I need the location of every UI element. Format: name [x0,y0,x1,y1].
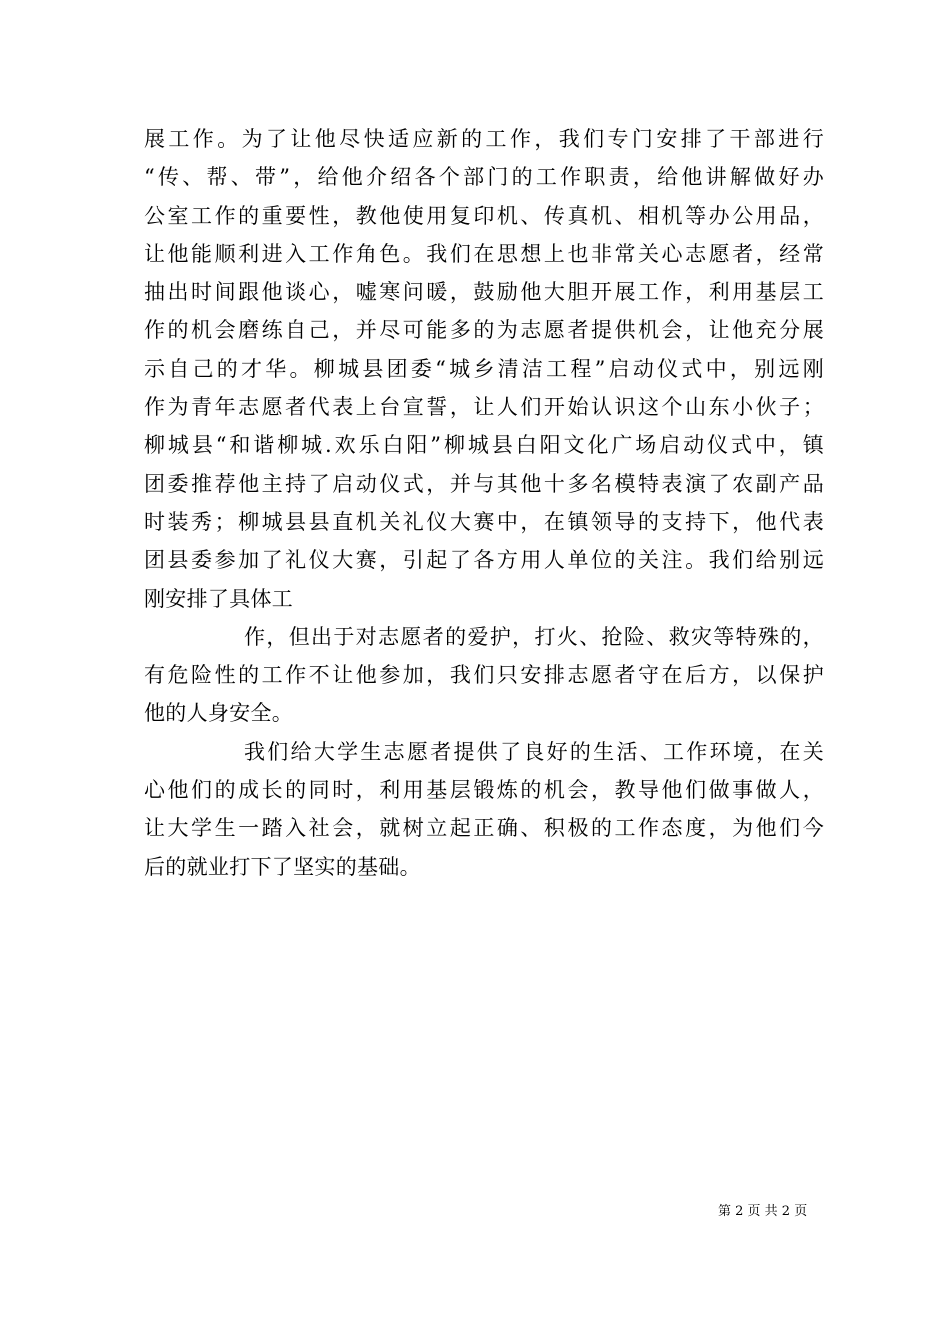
text-line: 让他能顺利进入工作角色。我们在思想上也非常关心志愿者，经常 [144,241,824,266]
text-line: 展工作。为了让他尽快适应新的工作，我们专门安排了干部进行 [144,127,824,151]
text-line: 作为青年志愿者代表上台宣誓，让人们开始认识这个山东小伙子； [144,395,824,420]
text-line: 让大学生一踏入社会，就树立起正确、积极的工作态度，为他们今 [144,816,824,841]
text-line: 心他们的成长的同时，利用基层锻炼的机会，教导他们做事做人， [144,778,824,803]
text-line: 团县委参加了礼仪大赛，引起了各方用人单位的关注。我们给别远 [144,548,824,573]
text-line: 公室工作的重要性，教他使用复印机、传真机、相机等办公用品， [144,203,824,228]
text-line: 作的机会磨练自己，并尽可能多的为志愿者提供机会，让他充分展 [144,318,824,343]
page-number: 第 2 页 共 2 页 [718,1204,808,1219]
text-line: 作，但出于对志愿者的爱护，打火、抢险、救灾等特殊的， [244,624,824,649]
document-body [144,120,824,886]
text-line: 后的就业打下了坚实的基础。 [144,854,421,879]
text-line: 柳城县“和谐柳城.欢乐白阳”柳城县白阳文化广场启动仪式中，镇 [144,433,824,458]
text-line: 时装秀；柳城县县直机关礼仪大赛中，在镇领导的支持下，他代表 [144,509,824,534]
text-line: 刚安排了具体工 [144,586,294,611]
text-line: 示自己的才华。柳城县团委“城乡清洁工程”启动仪式中，别远刚 [144,356,824,381]
text-line: 有危险性的工作不让他参加，我们只安排志愿者守在后方，以保护 [144,663,824,688]
text-line: 他的人身安全。 [144,701,294,726]
text-line: 我们给大学生志愿者提供了良好的生活、工作环境，在关 [244,739,824,764]
text-line: “传、帮、带”，给他介绍各个部门的工作职责，给他讲解做好办 [144,165,824,190]
text-line: 抽出时间跟他谈心，嘘寒问暖，鼓励他大胆开展工作，利用基层工 [144,280,824,305]
text-line: 团委推荐他主持了启动仪式，并与其他十多名模特表演了农副产品 [144,471,824,496]
